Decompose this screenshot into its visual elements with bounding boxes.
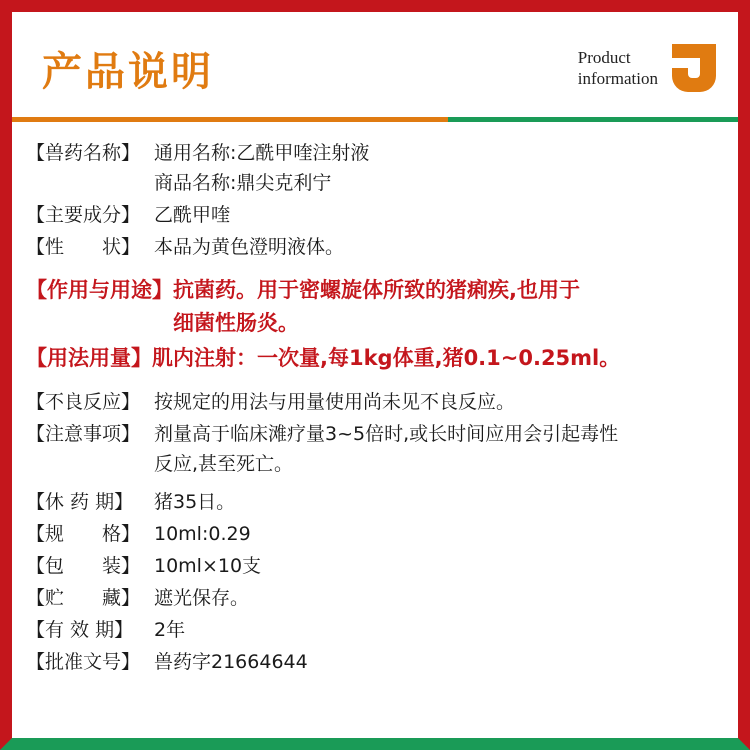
field-row-adverse-reactions: [26, 387, 724, 417]
section-spacer: [26, 377, 724, 387]
field-value-line: 反应,甚至死亡。: [154, 453, 294, 475]
field-label: 【用法用量】: [26, 346, 152, 370]
field-row-indications: [26, 274, 724, 340]
field-label: 【规 格】: [26, 523, 141, 545]
field-value: 兽药字21664644: [154, 651, 308, 673]
field-row-approval-number: [26, 647, 724, 677]
field-label: 【注意事项】: [26, 423, 141, 445]
field-label: 【包 装】: [26, 555, 141, 577]
brand-text-line2: information: [577, 69, 658, 88]
field-value: 本品为黄色澄明液体。: [154, 236, 345, 258]
field-value: 2年: [154, 619, 186, 641]
page-header: [12, 12, 738, 117]
section-spacer: [26, 264, 724, 274]
field-label: 【兽药名称】: [26, 142, 141, 164]
field-row-withdrawal-period: [26, 487, 724, 517]
field-row-drug-name: [26, 138, 724, 198]
field-label: 【休 药 期】: [26, 491, 134, 513]
field-value-line: 剂量高于临床滩疗量3~5倍时,或长时间应用会引起毒性: [154, 423, 619, 445]
field-row-storage: [26, 583, 724, 613]
header-divider: [12, 117, 738, 122]
field-label: 【不良反应】: [26, 391, 141, 413]
field-label: 【批准文号】: [26, 651, 141, 673]
field-value: 按规定的用法与用量使用尚未见不良反应。: [154, 391, 516, 413]
brand-text: [578, 47, 658, 89]
field-label: 【性 状】: [26, 236, 141, 258]
field-value: 10ml×10支: [154, 555, 262, 577]
field-value: [173, 274, 724, 340]
brand-text-line1: Product: [577, 48, 631, 67]
field-value: [154, 138, 724, 198]
field-value: 10ml:0.29: [154, 523, 251, 545]
divider-green-segment: [448, 117, 738, 122]
field-row-dosage: [26, 342, 724, 375]
page-title: 产品说明: [42, 49, 214, 95]
field-value: 遮光保存。: [154, 587, 250, 609]
field-label: 【有 效 期】: [26, 619, 134, 641]
field-row-appearance: [26, 232, 724, 262]
field-value-line: 细菌性肠炎。: [173, 311, 299, 335]
field-value-line: 通用名称:乙酰甲喹注射液: [154, 142, 370, 164]
j-mark-logo-icon: [668, 42, 720, 94]
field-row-specification: [26, 519, 724, 549]
divider-orange-segment: [12, 117, 448, 122]
field-row-precautions: [26, 419, 724, 479]
brand-block: [578, 42, 720, 94]
field-label: 【贮 藏】: [26, 587, 141, 609]
field-value: 乙酰甲喹: [154, 204, 231, 226]
fields-list: [12, 122, 738, 677]
field-row-packaging: [26, 551, 724, 581]
field-value-line: 商品名称:鼎尖克利宁: [154, 172, 332, 194]
field-value: 肌内注射：一次量,每1kg体重,猪0.1~0.25ml。: [152, 346, 621, 370]
field-row-main-ingredient: [26, 200, 724, 230]
field-label: 【作用与用途】: [26, 278, 173, 302]
field-value-line: 抗菌药。用于密螺旋体所致的猪痢疾,也用于: [173, 278, 580, 302]
field-row-shelf-life: [26, 615, 724, 645]
field-value: [154, 419, 724, 479]
field-label: 【主要成分】: [26, 204, 141, 226]
field-value: 猪35日。: [154, 491, 236, 513]
